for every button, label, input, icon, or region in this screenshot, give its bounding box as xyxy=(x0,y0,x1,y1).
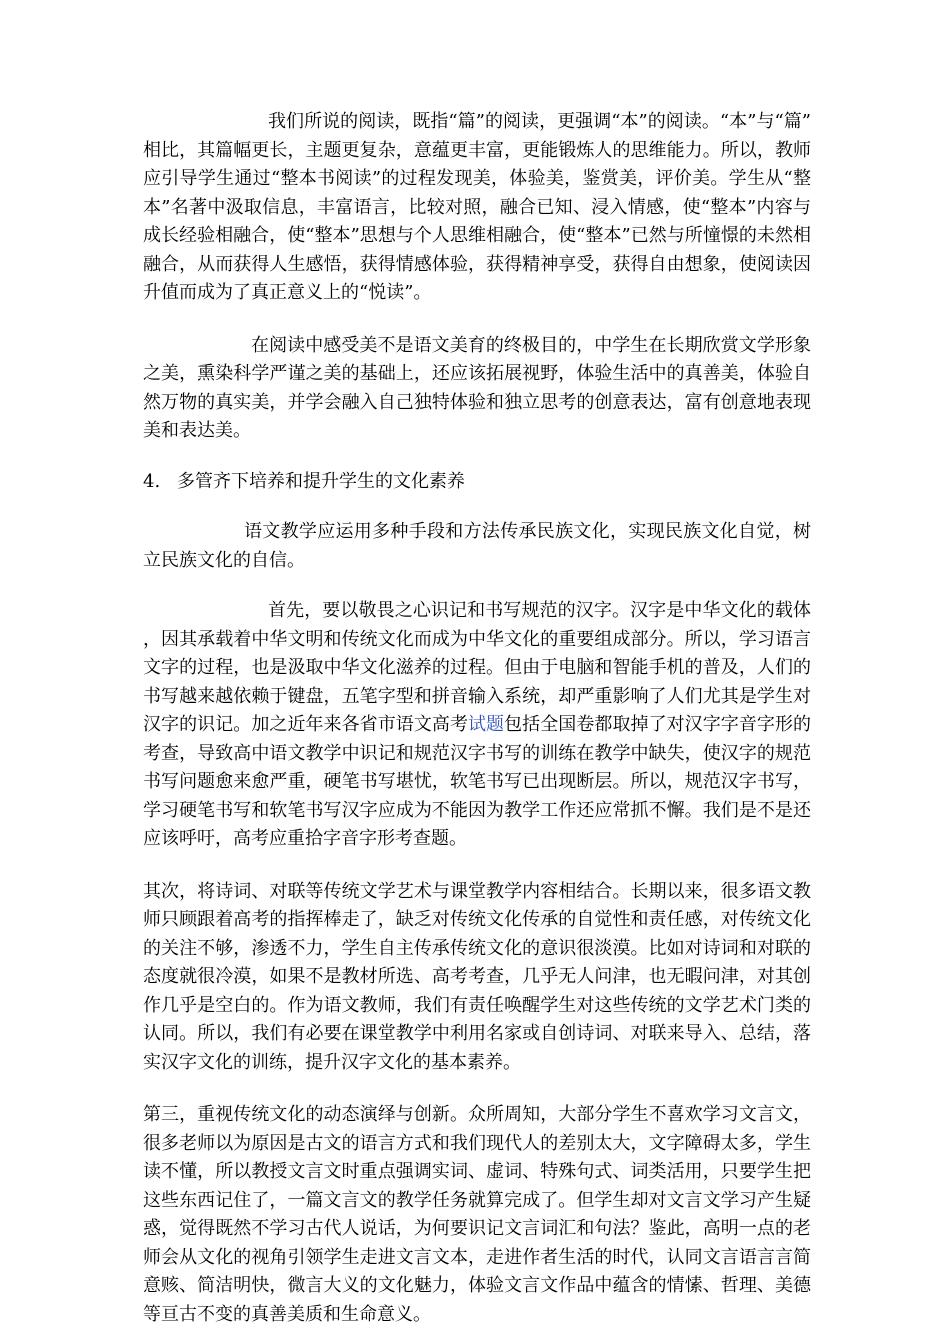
paragraph-classical-chinese: 第三，重视传统文化的动态演绎与创新。众所周知，大部分学生不喜欢学习文言文，很多老师以为原因是古文的语言方式和我们现代人的差别太大，文字障碍太多，学生读不懂，所以教授文言文时重点强调实词、虚词、特殊句式、词类活用，只要学生把这些东西记住了，一篇文言文的教学任务就算完成了。但学生却对文言文学习产生疑惑，觉得既然不学习古代人说话，为何要识记文言词汇和句法？鉴此，高明一点的老师会从文化的视角引领学生走进文言文本，走进作者生活的时代，认同文言语言言简意赅、简洁明快，微言大义的文化魅力，体验文言文作品中蕴含的情愫、哲理、美德等亘古不变的真善美质和生命意义。 xyxy=(143,1104,811,1325)
document-body xyxy=(143,108,811,1329)
section-heading-number: 4. xyxy=(143,470,161,492)
paragraph-poetry-couplets: 其次，将诗词、对联等传统文学艺术与课堂教学内容相结合。长期以来，很多语文教师只顾跟着高考的指挥棒走了，缺乏对传统文化传承的自觉性和责任感，对传统文化的关注不够，渗透不力，学生自主传承传统文化的意识很淡漠。比如对诗词和对联的态度就很冷漠，如果不是教材所选、高考考查，几乎无人问津，也无暇问津，对其创作几乎是空白的。作为语文教师，我们有责任唤醒学生对这些传统的文学艺术门类的认同。所以，我们有必要在课堂教学中利用名家或自创诗词、对联来导入、总结，落实汉字文化的训练，提升汉字文化的基本素养。 xyxy=(143,880,811,1073)
paragraph-express-beauty: 在阅读中感受美不是语文美育的终极目的，中学生在长期欣赏文学形象之美，熏染科学严谨之美的基础上，还应该拓展视野，体验生活中的真善美，体验自然万物的真实美，并学会融入自己独特体验和独立思考的创意表达，富有创意地表现美和表达美。 xyxy=(143,334,811,441)
section-heading-text: 多管齐下培养和提升学生的文化素养 xyxy=(177,470,465,492)
section-heading xyxy=(143,468,811,497)
paragraph-characters-text-after-link: 包括全国卷都取掉了对汉字字音字形的考查，导致高中语文教学中识记和规范汉字书写的训练在教学中缺失，使汉字的规范书写问题愈来愈严重，硬笔书写堪忧，软笔书写已出现断层。所以，规范汉字书写，学习硬笔书写和软笔书写汉字应成为不能因为教学工作还应常抓不懈。我们是不是还应该呼吁，高考应重拾字音字形考查题。 xyxy=(143,714,812,849)
paragraph-whole-book-reading: 我们所说的阅读，既指“篇”的阅读，更强调“本”的阅读。“本”与“篇”相比，其篇幅更长，主题更复杂，意蕴更丰富，更能锻炼人的思维能力。所以，教师应引导学生通过“整本书阅读”的过程发现美，体验美，鉴赏美，评价美。学生从“整本”名著中汲取信息，丰富语言，比较对照，融合已知、浸入情感，使“整本”内容与成长经验相融合，使“整本”思想与个人思维相融合，使“整本”已然与所憧憬的未然相融合，从而获得人生感悟，获得情感体验，获得精神享受，获得自由想象，使阅读因升值而成为了真正意义上的“悦读”。 xyxy=(143,111,811,303)
exam-questions-link[interactable]: 试题 xyxy=(468,714,505,735)
paragraph-chinese-characters xyxy=(143,597,811,854)
paragraph-characters-text-before-link: 首先，要以敬畏之心识记和书写规范的汉字。汉字是中华文化的载体，因其承载着中华文明和传统文化而成为中华文化的重要组成部分。所以，学习语言文字的过程，也是汲取中华文化滋养的过程。但由于电脑和智能手机的普及，人们的书写越来越依赖于键盘，五笔字型和拼音输入系统，却严重影响了人们尤其是学生对汉字的识记。加之近年来各省市语文高考 xyxy=(143,600,811,735)
paragraph-culture-transmission: 语文教学应运用多种手段和方法传承民族文化，实现民族文化自觉，树立民族文化的自信。 xyxy=(143,521,811,571)
